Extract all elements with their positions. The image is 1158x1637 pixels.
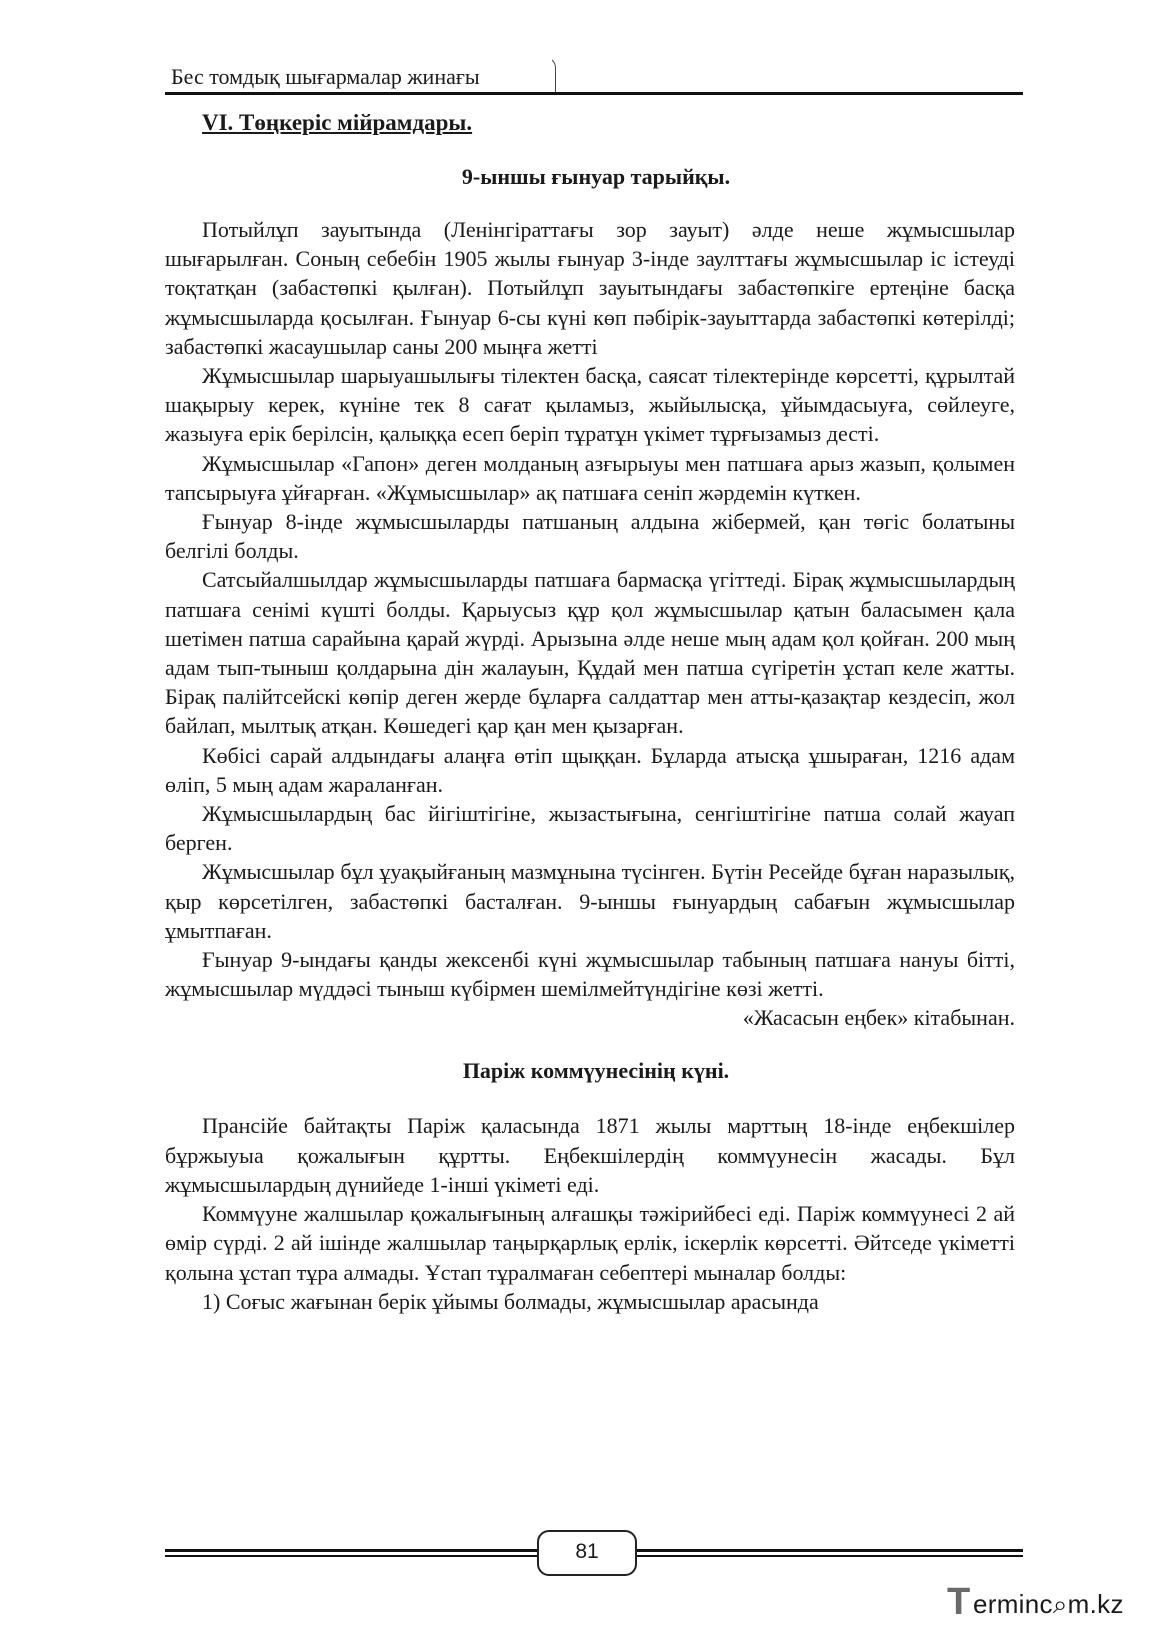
paragraph: Жұмысшылар «Гапон» деген молданың азғырыуы мен патшаға арыз жазып, қолымен тапсырыуға ұйғарған. «Жұмысшылар» ақ патшаға сеніп жәрдемін күткен. bbox=[165, 450, 1015, 505]
source-citation: «Жасасын еңбек» кітабынан. bbox=[742, 1005, 1015, 1031]
watermark-logo bbox=[947, 1581, 1147, 1625]
paragraph: Жұмысшылар шарыуашылығы тілектен басқа, саясат тілектерінде көрсетті, құрылтай шақырыу керек, күніне тек 8 сағат қыламыз, жыйылысқа, ұйымдасыуға, сөйлеуге, жазыуға ерік берілсін, қалыққа есеп беріп тұратұн үкімет тұрғызамыз десті. bbox=[165, 363, 1015, 447]
paragraph: Ғынуар 8-інде жұмысшыларды патшаның алдына жібермей, қан төгіс болатыны белгілі болды. bbox=[165, 509, 1015, 564]
paragraph: 1) Соғыс жағынан берік ұйымы болмады, жұмысшылар арасында bbox=[202, 1288, 819, 1314]
header-rule bbox=[165, 92, 1023, 95]
page-number: 81 bbox=[575, 1540, 599, 1563]
watermark-text: erminc⌕m.kz bbox=[973, 1589, 1124, 1619]
page-number-box bbox=[537, 1530, 637, 1576]
page-content bbox=[165, 108, 1015, 1316]
section-title: VI. Төңкеріс мійрамдары. bbox=[202, 110, 473, 135]
paragraph: Коммүуне жалшылар қожалығының алғашқы тәжірийбесі еді. Паріж коммүунесі 2 ай өмір сүрді. 2 ай ішінде жалшылар таңырқарлық ерлік, іскерлік көрсетті. Әйтседе үкіметті қолына ұстап тұра алмады. Ұстап тұралмаған себептері мыналар болды: bbox=[165, 1201, 1015, 1285]
paragraph: Жұмысшылар бұл ұуақыйғаның мазмұнына түсінген. Бүтін Ресейде бұған наразылық, қыр көрсетілген, забастөпкі басталған. 9-ыншы ғынуардың сабағын жұмысшылар ұмытпаған. bbox=[165, 859, 1015, 943]
running-title: Бес томдық шығармалар жинағы bbox=[171, 64, 480, 89]
paragraph: Прансійе байтақты Паріж қаласында 1871 жылы марттың 18-інде еңбекшілер бұржыуыа қожалығын құртты. Еңбекшілердің коммүунесін жасады. Бұл жұмысшылардың дүнийеде 1-інші үкіметі еді. bbox=[165, 1113, 1015, 1197]
paragraph: Ғынуар 9-ындағы қанды жексенбі күні жұмысшылар табының патшаға нануы бітті, жұмысшылар мүддәсі тыныш күбірмен шемілмейтүндігіне көзі жетті. bbox=[165, 947, 1015, 1002]
page-footer bbox=[165, 1528, 1023, 1578]
article-title-january-9: 9-ыншы ғынуар тарыйқы. bbox=[461, 164, 731, 189]
paragraph: Жұмысшылардың бас йігіштігіне, жызастығына, сенгіштігіне патша солай жауап берген. bbox=[165, 801, 1015, 856]
paragraph: Сатсыйалшылдар жұмысшыларды патшаға бармасқа үгіттеді. Бірақ жұмысшылардың патшаға сенімі күшті болды. Қарыусыз құр қол жұмысшылар қатын баласымен қала шетімен патша сарайына қарай жүрді. Арызына әлде неше мың адам қол қойған. 200 мың адам тып-тыныш қолдарына дін жалауын, Құдай мен патша сүгіретін ұстап келе жатты. Бірақ палійтсейскі көпір деген жерде бұларға салдаттар мен атты-қазақтар кездесіп, жол байлап, мылтық атқан. Көшедегі қар қан мен қызарған. bbox=[165, 567, 1015, 739]
running-header bbox=[165, 56, 1023, 94]
watermark-first-letter: T bbox=[947, 1581, 971, 1623]
paragraph: Потыйлұп зауытында (Ленінгіраттағы зор зауыт) әлде неше жұмысшылар шығарылған. Соның себебін 1905 жылы ғынуар 3-інде заулттағы жұмысшылар іс істеуді тоқтатқан (забастөпкі қылған). Потыйлұп зауытындағы забастөпкіге ертеңіне басқа жұмысшыларда қосылған. Ғынуар 6-сы күні көп пәбірік-зауыттарда забастөпкі көтерілді; забастөпкі жасаушылар саны 200 мыңға жетті bbox=[165, 217, 1015, 359]
article-title-paris-commune: Паріж коммүунесінің күні. bbox=[462, 1058, 730, 1084]
paragraph: Көбісі сарай алдындағы алаңға өтіп щыққан. Бұларда атысқа ұшыраған, 1216 адам өліп, 5 мың адам жараланған. bbox=[165, 742, 1015, 797]
